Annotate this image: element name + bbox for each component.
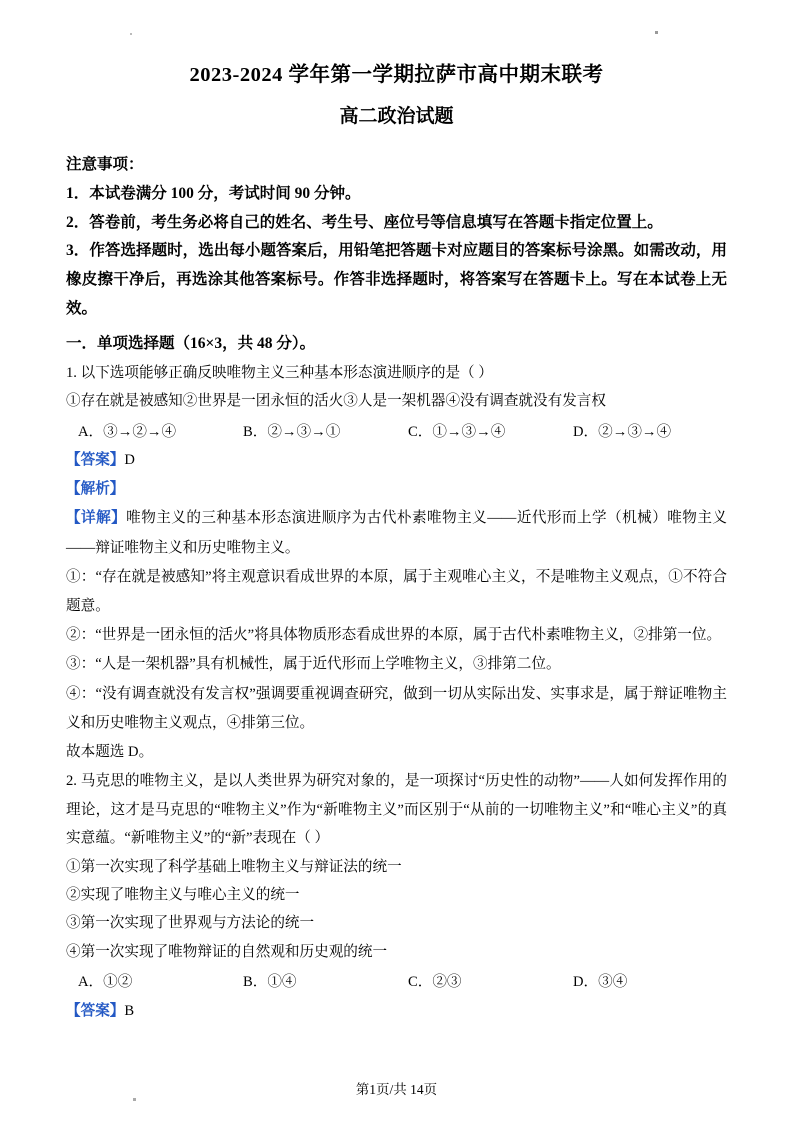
option-b[interactable]: B．②→③→①	[243, 423, 341, 440]
option-c[interactable]: C．②③	[408, 974, 462, 991]
answer-row	[66, 446, 727, 475]
question-subitem: ①第一次实现了科学基础上唯物主义与辩证法的统一	[66, 858, 402, 875]
question-subitem: ②实现了唯物主义与唯心主义的统一	[66, 886, 300, 903]
analysis-tag: 【解析】	[66, 481, 125, 498]
page-speck-top-right	[655, 31, 658, 34]
question-subitem: ④第一次实现了唯物辩证的自然观和历史观的统一	[66, 943, 388, 960]
answer-tag: 【答案】	[66, 1002, 125, 1019]
option-b[interactable]: B．①④	[243, 974, 297, 991]
page-title: 2023-2024 学年第一学期拉萨市高中期末联考	[189, 64, 604, 86]
detail-paragraph: ②：“世界是一团永恒的活火”将具体物质形态看成世界的本原，属于古代朴素唯物主义，②排第一位。	[66, 627, 722, 644]
question-stem: 2. 马克思的唯物主义，是以人类世界为研究对象的，是一项探讨“历史性的动物”——人如何发挥作用的理论，这才是马克思的“唯物主义”作为“新唯物主义”而区别于“从前的一切唯物主义”和“唯心主义”的真实意蕴。“新唯物主义”的“新”表现在（ ）	[66, 773, 727, 847]
question-subitem: ①存在就是被感知②世界是一团永恒的活火③人是一架机器④没有调查就没有发言权	[66, 393, 606, 410]
question-subitem: ③第一次实现了世界观与方法论的统一	[66, 915, 315, 932]
option-a[interactable]: A．③→②→④	[78, 423, 177, 440]
detail-paragraph: ④：“没有调查就没有发言权”强调要重视调查研究，做到一切从实际出发、实事求是，属于辩证唯物主义和历史唯物主义观点，④排第三位。	[66, 685, 727, 731]
question-stem: 1. 以下选项能够正确反映唯物主义三种基本形态演进顺序的是（ ）	[66, 364, 493, 381]
section-heading: 一．单项选择题（16×3，共 48 分）。	[66, 335, 316, 353]
detail-text: 唯物主义的三种基本形态演进顺序为古代朴素唯物主义——近代形而上学（机械）唯物主义——辩证唯物主义和历史唯物主义。	[66, 510, 727, 556]
option-d[interactable]: D．②→③→④	[573, 423, 672, 440]
detail-tag: 【详解】	[66, 510, 127, 527]
question-options	[66, 418, 727, 446]
detail-paragraph	[66, 504, 727, 562]
notice-line-3: 3．作答选择题时，选出每小题答案后，用铅笔把答题卡对应题目的答案标号涂黑。如需改动，用橡皮擦干净后，再选涂其他答案标号。作答非选择题时，将答案写在答题卡上。写在本试卷上无效。	[66, 242, 727, 317]
answer-value: B	[124, 1002, 135, 1019]
option-d[interactable]: D．③④	[573, 974, 628, 991]
analysis-row	[66, 475, 727, 504]
answer-row	[66, 997, 727, 1026]
detail-paragraph: ③：“人是一架机器”具有机械性，属于近代形而上学唯物主义，③排第二位。	[66, 656, 561, 673]
page-footer: 第1页/共 14页	[355, 1082, 438, 1097]
notice-line-2: 2．答卷前，考生务必将自己的姓名、考生号、座位号等信息填写在答题卡指定位置上。	[66, 213, 663, 231]
detail-paragraph: ①：“存在就是被感知”将主观意识看成世界的本原，属于主观唯心主义，不是唯物主义观点，①不符合题意。	[66, 568, 727, 615]
page-speck-bottom-left	[133, 1098, 136, 1101]
option-c[interactable]: C．①→③→④	[408, 423, 506, 440]
notice-line-1: 1．本试卷满分 100 分，考试时间 90 分钟。	[66, 184, 361, 202]
answer-tag: 【答案】	[66, 452, 125, 469]
page-speck-top-left	[130, 33, 132, 35]
detail-conclusion: 故本题选 D。	[66, 743, 154, 760]
answer-value: D	[124, 452, 135, 469]
page-subtitle: 高二政治试题	[339, 105, 454, 127]
option-a[interactable]: A．①②	[78, 974, 133, 991]
question-options	[66, 968, 727, 996]
notice-heading: 注意事项：	[66, 156, 144, 174]
